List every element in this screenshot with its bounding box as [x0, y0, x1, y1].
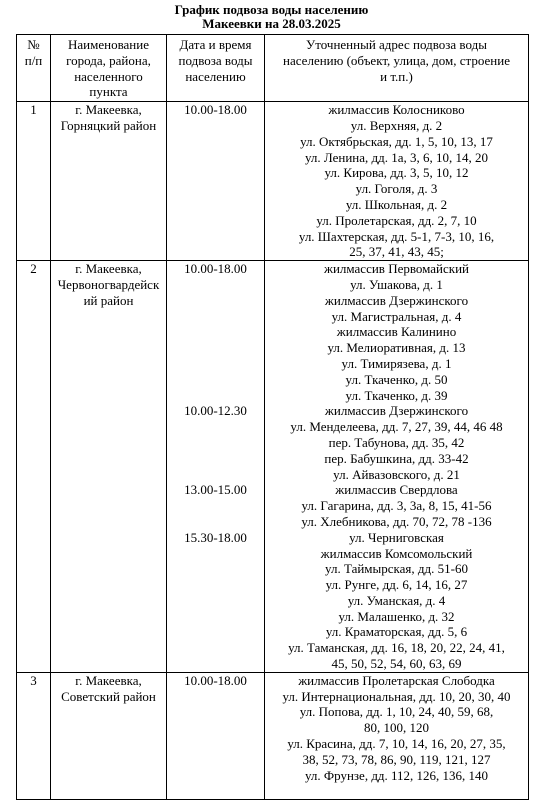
- address-line: 80, 100, 120: [364, 720, 429, 736]
- time-slot: [168, 689, 263, 705]
- time-slot: [168, 388, 263, 404]
- time-slot: [168, 752, 263, 768]
- time-slot: [168, 197, 263, 213]
- address-line: ул. Гагарина, дд. 3, 3а, 8, 15, 41-56: [301, 498, 492, 514]
- document-title: [0, 3, 543, 31]
- address-line: ул. Красина, дд. 7, 10, 14, 16, 20, 27, 35,: [287, 736, 506, 752]
- address-line: ул. Фрунзе, дд. 112, 126, 136, 140: [304, 767, 489, 783]
- title-line-2: Макеевки на 28.03.2025: [202, 16, 341, 31]
- time-slot: [168, 546, 263, 562]
- time-slot: [168, 150, 263, 166]
- time-slot: 10.00-18.00: [184, 672, 247, 688]
- location-line: Советский район: [61, 688, 156, 704]
- time-slot: [168, 640, 263, 656]
- time-slot: [168, 467, 263, 483]
- time-slot: [168, 309, 263, 325]
- address-line: ул. Верхняя, д. 2: [350, 117, 443, 133]
- address-line: ул. Октябрьская, дд. 1, 5, 10, 13, 17: [300, 133, 493, 149]
- address-line: жилмассив Дзержинского: [324, 292, 469, 308]
- time-slot: 13.00-15.00: [184, 482, 247, 498]
- header-time-line: населению: [185, 68, 246, 84]
- time-slot: [168, 293, 263, 309]
- row-number: 2: [17, 261, 51, 673]
- address-line: ул. Интернациональная, дд. 10, 20, 30, 40: [282, 688, 511, 704]
- row-location: [51, 672, 167, 799]
- address-line: ул. Айвазовского, д. 21: [333, 466, 460, 482]
- header-location-line: пункта: [89, 84, 128, 100]
- address-line: ул. Тимирязева, д. 1: [341, 355, 452, 371]
- header-num-line: №: [27, 37, 40, 52]
- header-address-line: Уточненный адрес подвоза воды: [306, 37, 487, 52]
- address-line: ул. Школьная, д. 2: [345, 196, 448, 212]
- time-slot: [168, 593, 263, 609]
- time-slot: 15.30-18.00: [184, 529, 247, 545]
- title-line-1: График подвоза воды населению: [174, 2, 369, 17]
- time-slot: 10.00-18.00: [184, 261, 247, 277]
- address-line: ул. Магистральная, д. 4: [331, 308, 462, 324]
- time-slot: [168, 609, 263, 625]
- time-slot: [168, 356, 263, 372]
- time-slot: [168, 181, 263, 197]
- header-time-line: подвоза воды: [178, 52, 253, 68]
- time-slot: [168, 165, 263, 181]
- address-line: ул. Гоголя, д. 3: [355, 181, 438, 197]
- location-line: ий район: [83, 292, 134, 308]
- address-line: ул. Уманская, д. 4: [347, 592, 446, 608]
- location-line: г. Макеевка,: [75, 672, 142, 688]
- time-slot: [168, 720, 263, 736]
- header-address-line: и т.п.): [380, 68, 413, 84]
- time-slot: 10.00-12.30: [184, 403, 247, 419]
- time-slot: [168, 783, 263, 799]
- address-line: ул. Ткаченко, д. 50: [345, 371, 448, 387]
- address-line: жилмассив Калинино: [336, 324, 457, 340]
- address-line: пер. Бабушкина, дд. 33-42: [324, 450, 469, 466]
- location-line: Горняцкий район: [60, 117, 157, 133]
- address-line: ул. Рунге, дд. 6, 14, 16, 27: [325, 577, 468, 593]
- address-line: ул. Мелиоративная, д. 13: [327, 340, 466, 356]
- time-slot: [168, 736, 263, 752]
- address-line: ул. Менделеева, дд. 7, 27, 39, 44, 46 48: [290, 419, 503, 435]
- header-row: [17, 35, 529, 102]
- time-slot: [168, 324, 263, 340]
- row-times: [167, 672, 265, 799]
- address-line: ул. Хлебникова, дд. 70, 72, 78 -136: [301, 513, 492, 529]
- header-address-line: населению (объект, улица, дом, строение: [283, 52, 510, 68]
- address-line: 25, 37, 41, 43, 45;: [349, 244, 444, 260]
- time-slot: [168, 340, 263, 356]
- row-addresses: [265, 261, 529, 673]
- time-slot: [168, 229, 263, 245]
- time-slot: [168, 498, 263, 514]
- time-slot: [168, 768, 263, 784]
- header-location-line: города, района,: [66, 52, 151, 68]
- row-times: [167, 261, 265, 673]
- location-line: Червоногвардейск: [57, 276, 160, 292]
- time-slot: 10.00-18.00: [184, 102, 247, 118]
- time-slot: [168, 244, 263, 260]
- address-line: жилмассив Комсомольский: [320, 545, 473, 561]
- address-line: ул. Таманская, дд. 16, 18, 20, 22, 24, 41,: [288, 640, 505, 656]
- time-slot: [168, 624, 263, 640]
- time-slot: [168, 277, 263, 293]
- header-num: [17, 35, 51, 102]
- address-line: ул. Таймырская, дд. 51-60: [325, 561, 468, 577]
- time-slot: [168, 561, 263, 577]
- time-slot: [168, 213, 263, 229]
- water-schedule-table: [16, 34, 529, 800]
- address-line: ул. Черниговская: [349, 529, 444, 545]
- row-location: [51, 102, 167, 261]
- address-line: ул. Кирова, дд. 3, 5, 10, 12: [324, 165, 469, 181]
- table-body: [17, 102, 529, 800]
- location-line: г. Макеевка,: [75, 102, 142, 118]
- time-slot: [168, 372, 263, 388]
- address-line: жилмассив Колосниково: [328, 102, 465, 118]
- time-slot: [168, 118, 263, 134]
- address-line: ул. Попова, дд. 1, 10, 24, 40, 59, 68,: [299, 704, 494, 720]
- header-time-line: Дата и время: [179, 37, 252, 52]
- address-line: ул. Ленина, дд. 1а, 3, 6, 10, 14, 20: [304, 149, 489, 165]
- address-line: ул. Краматорская, дд. 5, 6: [325, 624, 468, 640]
- time-slot: [168, 577, 263, 593]
- address-line: жилмассив Свердлова: [335, 482, 458, 498]
- time-slot: [168, 435, 263, 451]
- time-slot: [168, 514, 263, 530]
- header-num-line: п/п: [24, 52, 43, 68]
- address-line: 45, 50, 52, 54, 60, 63, 69: [331, 656, 462, 672]
- table-row: [17, 261, 529, 673]
- address-line: ул. Шахтерская, дд. 5-1, 7-3, 10, 16,: [298, 228, 495, 244]
- time-slot: [168, 451, 263, 467]
- address-line: жилмассив Дзержинского: [324, 403, 469, 419]
- header-location: [51, 35, 167, 102]
- row-addresses: [265, 672, 529, 799]
- header-location-line: Наименование: [68, 37, 149, 52]
- table-row: [17, 102, 529, 261]
- address-line: жилмассив Первомайский: [323, 261, 470, 277]
- address-line: ул. Малашенко, д. 32: [338, 608, 455, 624]
- time-slot: [168, 704, 263, 720]
- address-line: 38, 52, 73, 78, 86, 90, 119, 121, 127: [302, 751, 491, 767]
- address-line: жилмассив Пролетарская Слободка: [298, 672, 495, 688]
- time-slot: [168, 419, 263, 435]
- table-row: [17, 672, 529, 799]
- row-times: [167, 102, 265, 261]
- row-addresses: [265, 102, 529, 261]
- header-location-line: населенного: [74, 68, 143, 84]
- time-slot: [168, 134, 263, 150]
- location-line: г. Макеевка,: [75, 261, 142, 277]
- header-time: [167, 35, 265, 102]
- address-line: ул. Пролетарская, дд. 2, 7, 10: [316, 212, 477, 228]
- header-address: [265, 35, 529, 102]
- address-line: ул. Ткаченко, д. 39: [345, 387, 448, 403]
- row-location: [51, 261, 167, 673]
- row-number: 3: [17, 672, 51, 799]
- time-slot: [168, 656, 263, 672]
- address-line: пер. Табунова, дд. 35, 42: [328, 434, 465, 450]
- address-line: ул. Ушакова, д. 1: [350, 276, 443, 292]
- row-number: 1: [17, 102, 51, 261]
